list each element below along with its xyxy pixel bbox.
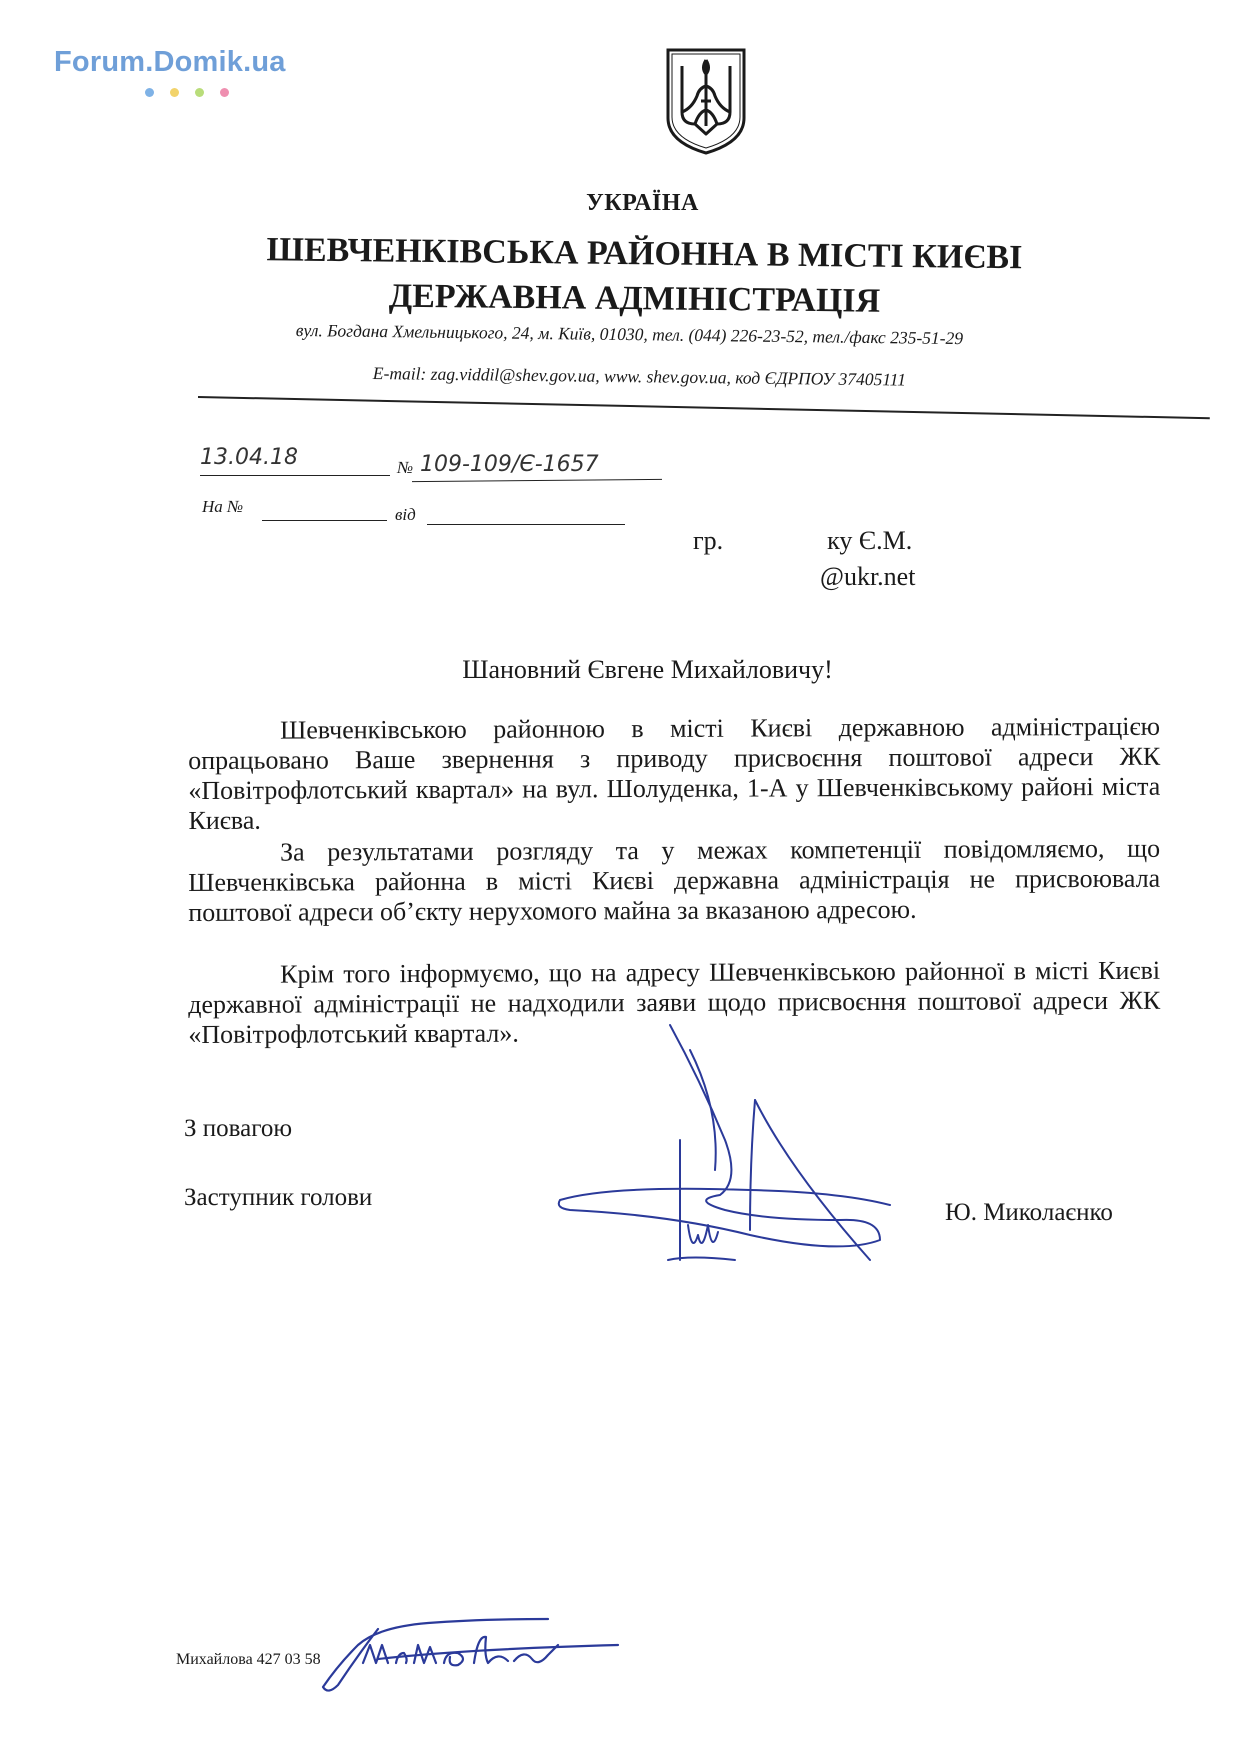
registration-date: 13.04.18 [200,445,298,470]
reference-date-label: від [395,505,416,524]
watermark-dots [145,88,229,97]
header-divider [198,396,1210,419]
signatory-position: Заступник голови [184,1184,373,1211]
reference-date-line [427,524,625,525]
coat-of-arms-icon [665,46,747,156]
registration-number-line [412,479,662,482]
executor-signature [318,1615,628,1695]
executor-contact: Михайлова 427 03 58 [176,1651,321,1668]
organization-name-line1: ШЕВЧЕНКІВСЬКА РАЙОННА В МІСТІ КИЄВІ [266,231,1023,277]
letter-closing: З повагою [184,1115,293,1142]
reference-number-line [262,520,387,521]
reference-number-label: На № [202,497,244,516]
watermark-dot [195,88,204,97]
registration-number-label: № [397,458,414,477]
letter-paragraph: За результатами розгляду та у межах компетенції повідомляємо, що Шевченківська районна в місті Києві державна адміністрація не присвоювала поштової адреси об’єкту нерухомого майна за вказаною адресою. [188,833,1161,927]
signatory-name: Ю. Миколаєнко [945,1199,1113,1226]
recipient-name: гр. ку Є.М. [693,526,913,555]
letter-greeting: Шановний Євгене Михайловичу! [462,655,833,684]
country-name: УКРАЇНА [586,190,699,216]
organization-address: вул. Богдана Хмельницького, 24, м. Київ, 01030, тел. (044) 226-23-52, тел./факс 235-51-29 [295,320,964,349]
watermark-dot [145,88,154,97]
letter-paragraph: Шевченківською районною в місті Києві державною адміністрацією опрацьовано Ваше звернення з приводу присвоєння поштової адреси ЖК «Повітрофлотський квартал» на вул. Шолуденка, 1-А у Шевченківському районі міста Києва. [188,711,1161,835]
watermark-logo: Forum.Domik.ua [54,46,286,78]
watermark-dot [220,88,229,97]
organization-contacts: E-mail: zag.viddil@shev.gov.ua, www. shev.gov.ua, код ЄДРПОУ 37405111 [372,363,907,390]
registration-date-line [200,475,390,476]
letter-paragraph: Крім того інформуємо, що на адресу Шевченківською районної в місті Києві державної адміністрації не надходили заяви щодо присвоєння поштової адреси ЖК «Повітрофлотський квартал». [188,955,1161,1049]
recipient-email: @ukr.net [820,562,916,591]
handwritten-signature [550,1020,980,1290]
organization-name-line2: ДЕРЖАВНА АДМІНІСТРАЦІЯ [388,277,881,320]
registration-number: 109-109/Є-1657 [420,452,599,477]
watermark-dot [170,88,179,97]
